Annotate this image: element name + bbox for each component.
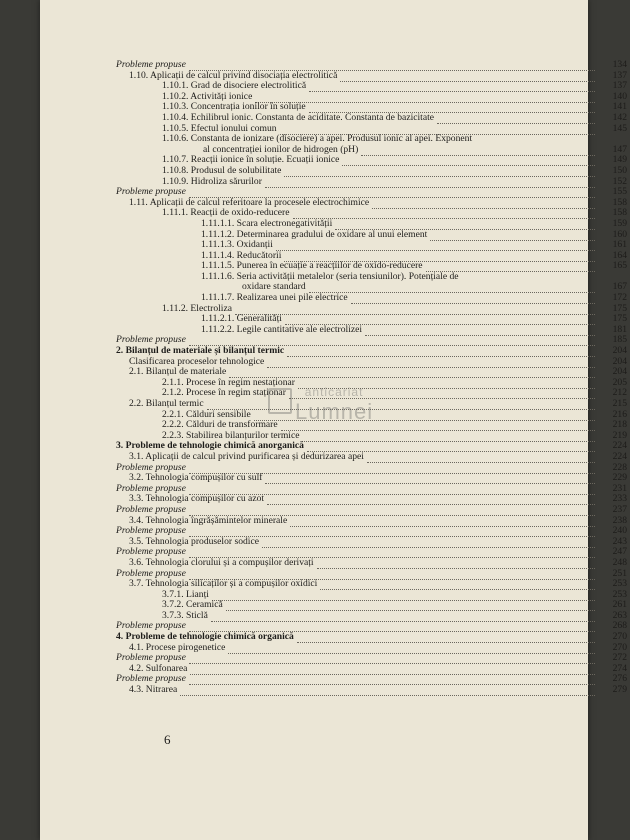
leader-dots	[189, 674, 595, 685]
toc-entry	[116, 304, 627, 315]
toc-entry-title: 1.11.1.3. Oxidanții	[201, 239, 273, 251]
leader-dots	[365, 325, 595, 336]
watermark-icon	[268, 388, 292, 414]
toc-entry-page: 216	[612, 408, 627, 420]
toc-entry-page: 204	[612, 345, 627, 357]
toc-entry-title: Clasificarea proceselor tehnologice	[129, 355, 265, 367]
toc-entry-page: 215	[612, 398, 627, 409]
toc-entry	[116, 230, 627, 241]
leader-dots	[340, 71, 595, 82]
toc-entry	[116, 643, 627, 654]
toc-entry-page: 218	[612, 419, 627, 431]
toc-entry-page: 272	[612, 652, 627, 664]
toc-entry-page: 149	[612, 154, 627, 166]
toc-entry-title: 1.11.1. Reacții de oxido-reducere	[162, 207, 290, 219]
leader-dots	[320, 579, 595, 590]
toc-entry-title: 2.2. Bilanțul termic	[129, 398, 204, 409]
toc-entry-page: 142	[612, 111, 627, 123]
toc-entry	[116, 60, 627, 71]
toc-entry-title: Probleme propuse	[116, 567, 186, 579]
toc-entry	[116, 685, 627, 696]
toc-entry-page: 228	[612, 461, 627, 473]
toc-entry-page: 270	[612, 631, 627, 643]
toc-entry-page: 152	[612, 175, 627, 187]
toc-entry-title: Probleme propuse	[116, 525, 186, 537]
leader-dots	[190, 664, 595, 675]
toc-entry-page: 137	[612, 80, 627, 92]
toc-entry-page: 158	[612, 196, 627, 208]
leader-dots	[367, 452, 595, 463]
toc-entry-page: 181	[612, 323, 627, 335]
toc-entry-title: 3.4. Tehnologia îngrășămintelor minerale	[129, 514, 288, 526]
watermark-line2: Lumnei	[295, 399, 374, 424]
toc-entry-title: 1.10.4. Echilibrul ionic. Constanta de aciditate. Constanta de bazicitate	[162, 111, 435, 123]
leader-dots	[255, 92, 595, 103]
toc-entry-title: 3.1. Aplicații de calcul privind purificarea și dedurizarea apei	[129, 450, 364, 462]
toc-entry-title: Probleme propuse	[116, 546, 186, 558]
toc-entry-title: 3.2. Tehnologia compușilor cu sulf	[129, 472, 263, 484]
toc-entry-page: 158	[612, 207, 627, 219]
toc-entry-title: 4.3. Nitrarea	[129, 684, 178, 696]
toc-entry-title: 3.7.2. Ceramică	[162, 599, 223, 611]
toc-entry-title: 1.11.2. Electroliza	[162, 302, 232, 314]
toc-entry-page: 276	[612, 673, 627, 685]
toc-entry-page: 140	[612, 90, 627, 102]
toc-entry-title: 1.11.2.1. Generalități	[201, 313, 282, 325]
toc-entry-page: 165	[612, 260, 627, 272]
leader-dots	[254, 410, 595, 421]
toc-entry-page: 279	[612, 684, 627, 696]
leader-dots	[430, 230, 595, 241]
toc-entry-page: 238	[612, 514, 627, 526]
leader-dots	[235, 304, 595, 315]
toc-entry	[116, 505, 627, 516]
toc-entry	[116, 177, 627, 188]
toc-entry-title: Probleme propuse	[116, 652, 186, 664]
leader-dots	[289, 388, 595, 399]
toc-entry-title: 1.11.1.7. Realizarea unei pile electrice	[201, 292, 348, 304]
toc-entry-title: 2.1. Bilanțul de materiale	[129, 366, 227, 378]
leader-dots	[298, 378, 595, 389]
leader-dots	[293, 208, 595, 219]
toc-entry-page: 261	[612, 599, 627, 611]
toc-entry-page: 147	[612, 143, 627, 155]
toc-entry-page: 205	[612, 376, 627, 388]
toc-entry-page: 175	[612, 302, 627, 314]
toc-entry-page: 160	[612, 228, 627, 240]
toc-entry-title: 1.10.1. Grad de disociere electrolitică	[162, 80, 307, 92]
leader-dots	[226, 600, 595, 611]
toc-entry	[116, 325, 627, 336]
toc-entry-page: 251	[612, 567, 627, 579]
watermark-line1: anticariat	[304, 385, 364, 399]
leader-dots	[228, 643, 595, 654]
toc-entry-title: Probleme propuse	[116, 620, 186, 632]
toc-entry-page: 155	[612, 186, 627, 198]
toc-entry	[116, 208, 627, 219]
toc-entry-page: 150	[612, 164, 627, 176]
toc-entry-page: 231	[612, 482, 627, 494]
toc-entry-title: 4.1. Procese pirogenetice	[129, 641, 226, 653]
toc-entry-page: 253	[612, 588, 627, 600]
toc-entry-title: 3.7. Tehnologia silicaților și a compușilor oxidici	[129, 578, 318, 590]
leader-dots	[284, 166, 595, 177]
toc-entry-page: 270	[612, 641, 627, 653]
toc-entry-title: 1.10. Aplicații de calcul privind disociația electrolitică	[129, 69, 338, 81]
toc-entry-page: 248	[612, 556, 627, 568]
toc-entry-page: 263	[612, 609, 627, 621]
toc-entry	[116, 516, 627, 527]
toc-entry	[116, 219, 627, 230]
toc-entry	[116, 611, 627, 622]
toc-entry-title: 1.10.2. Activități ionice	[162, 90, 253, 102]
toc-entry-title: 4. Probleme de tehnologie chimică organică	[116, 631, 294, 643]
leader-dots	[361, 145, 595, 156]
toc-entry-page: 164	[612, 249, 627, 261]
toc-entry-page: 185	[612, 334, 627, 346]
toc-entry	[116, 537, 627, 548]
toc-entry	[116, 399, 627, 410]
leader-dots	[267, 357, 595, 368]
toc-entry-title: Probleme propuse	[116, 461, 186, 473]
toc-entry-page: 274	[612, 662, 627, 674]
toc-entry-title: 1.10.3. Concentrația ionilor în soluție	[162, 101, 306, 113]
leader-dots	[372, 198, 595, 209]
toc-entry-title: 3.6. Tehnologia clorului și a compușilor derivați	[129, 556, 314, 568]
book-page	[40, 0, 627, 840]
toc-entry-page: 137	[612, 69, 627, 81]
toc-entry-title: 1.11.1.4. Reducătorii	[201, 249, 282, 261]
toc-entry-title: 2.1.2. Procese în regim staționar	[162, 387, 286, 399]
toc-entry-title: Probleme propuse	[116, 482, 186, 494]
toc-entry-continuation: oxidare standard	[242, 281, 306, 293]
toc-entry-title: 1.11.1.2. Determinarea gradului de oxidare al unui element	[201, 228, 428, 240]
toc-entry-page: 212	[612, 387, 627, 399]
leader-dots	[211, 611, 595, 622]
toc-entry-title: 1.10.7. Reacții ionice în soluție. Ecuații ionice	[162, 154, 340, 166]
toc-entry-page: 233	[612, 493, 627, 505]
leader-dots	[267, 494, 595, 505]
leader-dots	[212, 590, 595, 601]
toc-entry	[116, 166, 627, 177]
toc-entry-page: 240	[612, 525, 627, 537]
toc-entry-page: 167	[612, 281, 627, 293]
leader-dots	[437, 113, 595, 124]
toc-entry-title: 2.2.1. Călduri sensibile	[162, 408, 251, 420]
leader-dots	[265, 473, 595, 484]
toc-entry	[116, 272, 627, 293]
toc-entry-title: 2.1.1. Procese în regim nestaționar	[162, 376, 295, 388]
toc-entry-page: 253	[612, 578, 627, 590]
toc-entry	[116, 134, 627, 155]
page-number: 6	[164, 732, 171, 747]
toc-entry-page: 145	[612, 122, 627, 134]
leader-dots	[189, 653, 595, 664]
toc-entry-title: 1.11.1.5. Punerea în ecuație a reacțiilor de oxido-reducere	[201, 260, 423, 272]
leader-dots	[290, 516, 595, 527]
leader-dots	[180, 685, 595, 696]
toc-entry-title: 1.11.1.6. Seria activității metalelor (seria tensiunilor). Potențiale de	[201, 270, 459, 282]
toc-entry-title: 3.7.3. Sticlă	[162, 609, 208, 621]
toc-entry-title: 3.5. Tehnologia produselor sodice	[129, 535, 259, 547]
table-of-contents	[116, 60, 627, 696]
toc-entry-title: 3. Probleme de tehnologie chimică anorganică	[116, 440, 304, 452]
toc-entry	[116, 452, 627, 463]
toc-entry-page: 247	[612, 546, 627, 558]
toc-entry	[116, 314, 627, 325]
toc-entry-title: 1.11.2.2. Legile cantitative ale electrolizei	[201, 323, 363, 335]
toc-entry-title: 2.2.3. Stabilirea bilanțurilor termice	[162, 429, 300, 441]
toc-entry-title: 3.7.1. Lianți	[162, 588, 209, 600]
toc-entry-title: Probleme propuse	[116, 673, 186, 685]
toc-entry-page: 172	[612, 292, 627, 304]
toc-entry	[116, 664, 627, 675]
leader-dots	[297, 632, 595, 643]
toc-entry-page: 204	[612, 355, 627, 367]
leader-dots	[317, 558, 595, 569]
toc-entry-page: 229	[612, 472, 627, 484]
toc-entry-title: Probleme propuse	[116, 334, 186, 346]
leader-dots	[302, 431, 595, 442]
leader-dots	[276, 240, 595, 251]
toc-entry-page: 134	[612, 59, 627, 70]
leader-dots	[342, 155, 595, 166]
leader-dots	[281, 420, 595, 431]
toc-entry	[116, 674, 627, 685]
toc-entry	[116, 558, 627, 569]
toc-entry-page: 159	[612, 217, 627, 229]
leader-dots	[309, 81, 595, 92]
toc-entry-title: 2. Bilanțul de materiale și bilanțul termic	[116, 345, 285, 357]
toc-entry	[116, 653, 627, 664]
toc-entry-page: 161	[612, 239, 627, 251]
toc-entry-title: Probleme propuse	[116, 59, 186, 70]
toc-entry-page: 224	[612, 440, 627, 452]
toc-entry-title: Probleme propuse	[116, 186, 186, 198]
toc-entry-title: 1.10.5. Efectul ionului comun	[162, 122, 277, 134]
leader-dots	[309, 282, 595, 293]
toc-entry-page: 268	[612, 620, 627, 632]
toc-entry	[116, 494, 627, 505]
toc-entry-title: 4.2. Sulfonarea	[129, 662, 188, 674]
toc-entry	[116, 473, 627, 484]
leader-dots	[351, 293, 595, 304]
toc-entry-continuation: al concentrației ionilor de hidrogen (pH)	[203, 143, 359, 155]
toc-entry-page: 237	[612, 503, 627, 515]
toc-entry-title: 3.3. Tehnologia compușilor cu azot	[129, 493, 265, 505]
toc-entry-title: Probleme propuse	[116, 503, 186, 515]
toc-entry-title: 1.11. Aplicații de calcul referitoare la procesele electrochimice	[129, 196, 370, 208]
toc-entry-title: 1.10.8. Produsul de solubilitate	[162, 164, 282, 176]
toc-entry-title: 2.2.2. Călduri de transformare	[162, 419, 278, 431]
leader-dots	[207, 399, 595, 410]
toc-entry-page: 219	[612, 429, 627, 441]
toc-entry-title: 1.11.1.1. Scara electronegativității	[201, 217, 333, 229]
toc-entry	[116, 240, 627, 251]
toc-entry-title: 1.10.9. Hidroliza sărurilor	[162, 175, 262, 187]
leader-dots	[262, 537, 595, 548]
leader-dots	[265, 177, 595, 188]
leader-dots	[287, 346, 595, 357]
toc-entry-page: 175	[612, 313, 627, 325]
toc-entry-page: 141	[612, 101, 627, 113]
toc-entry-title: 1.10.6. Constanta de ionizare (disociere) a apei. Produsul ionic al apei. Exponent	[162, 133, 473, 145]
toc-entry-page: 243	[612, 535, 627, 547]
toc-entry-page: 204	[612, 366, 627, 378]
toc-entry-page: 224	[612, 450, 627, 462]
toc-entry	[116, 113, 627, 124]
